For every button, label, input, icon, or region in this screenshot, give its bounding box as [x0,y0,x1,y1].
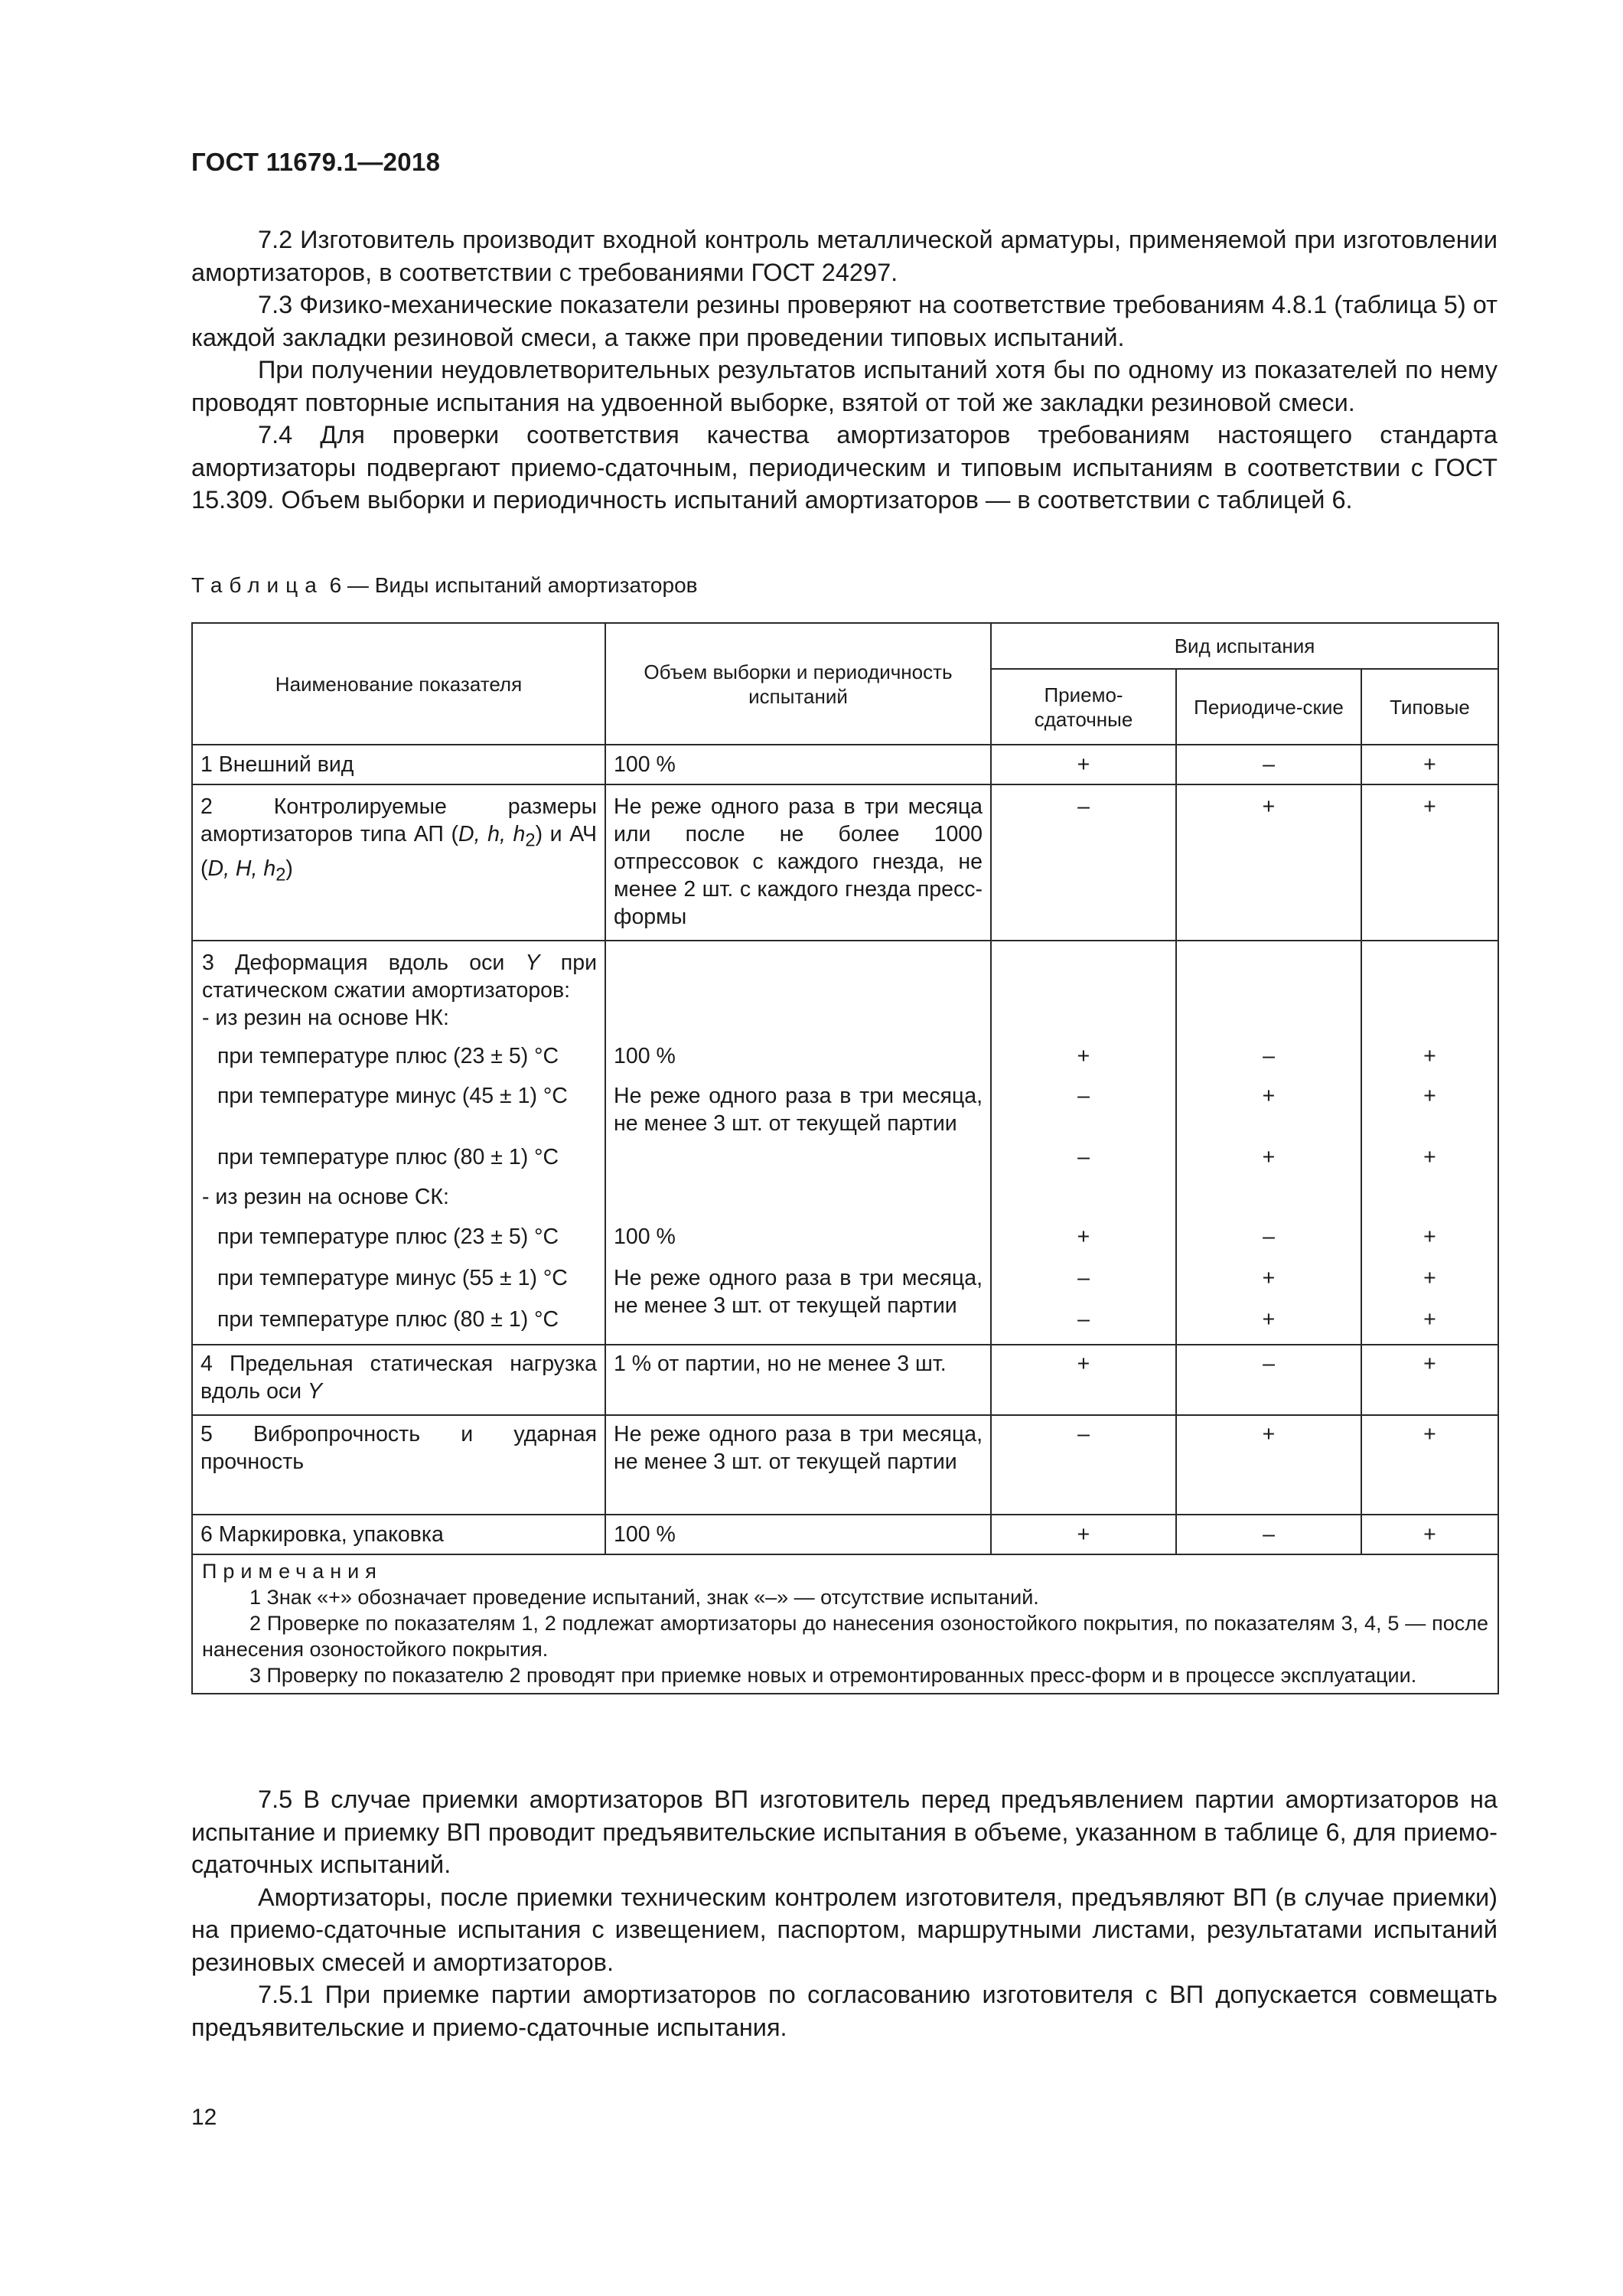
table-caption [191,573,698,598]
header-acceptance: Приемо-сдаточные [991,669,1176,745]
row1-periodic: – [1176,745,1361,784]
header-periodic: Периодиче-ские [1176,669,1361,745]
row5-acceptance: – [991,1415,1176,1515]
row5-periodic: + [1176,1415,1361,1515]
table-caption-number: 6 [329,573,342,597]
row2-type: + [1361,784,1498,941]
row1-type: + [1361,745,1498,784]
row3-sk-t2: при температуре минус (55 ± 1) °С [217,1266,568,1290]
row3-sk-label: - из резин на основе СК: [202,1185,449,1209]
row5-type: + [1361,1415,1498,1515]
page-number: 12 [191,2105,217,2130]
table-row [192,1515,1498,1554]
paragraph-presentation: Амортизаторы, после приемки техническим контролем изготовителя, предъявляют ВП (в случае приемки) на приемо-сдаточные испытания с извещением, паспортом, маршрутными листами, результатами испытаний резиновых смесей и амортизаторов. [191,1883,1498,1976]
top-text-block [191,223,1498,517]
table-row [192,1345,1498,1415]
standard-title: ГОСТ 11679.1—2018 [191,148,441,176]
row2-volume: Не реже одного раза в три месяца или после не более 1000 отпрессовок с каждого гнезда, не менее 2 шт. с каждого гнезда пресс-формы [605,784,991,941]
row2-name: 2 Контролируемые размеры амортизаторов типа АП (D, h, $h_2$) и АЧ (D, H, $h_2$) [192,784,605,941]
paragraph-7-4: 7.4 Для проверки соответствия качества амортизаторов требованиям настоящего стандарта амортизаторы подвергают приемо-сдаточным, периодическим и типовым испытаниям в соответствии с ГОСТ 15.309. Объем выборки и периодичность испытаний амортизаторов — в соответствии с таблицей 6. [191,421,1498,514]
bottom-text-block [191,1783,1498,2043]
row1-acceptance: + [991,745,1176,784]
row3-name [192,941,605,1345]
row3-sk-t1: при температуре плюс (23 ± 5) °С [217,1225,559,1249]
paragraph-7-5-1: 7.5.1 При приемке партии амортизаторов по согласованию изготовителя с ВП допускается совмещать предъявительские и приемо-сдаточные испытания. [191,1981,1498,2041]
row3-nk-v2: Не реже одного раза в три месяца, не менее 3 шт. от текущей партии [614,1084,983,1136]
row4-type: + [1361,1345,1498,1415]
row6-acceptance: + [991,1515,1176,1554]
row1-volume: 100 % [605,745,991,784]
row4-periodic: – [1176,1345,1361,1415]
row4-acceptance: + [991,1345,1176,1415]
row3-sk-v2: Не реже одного раза в три месяца, не менее 3 шт. от текущей партии [614,1266,983,1318]
table-caption-label: Таблица [191,573,324,597]
header-name: Наименование показателя [192,623,605,745]
paragraph-7-2: 7.2 Изготовитель производит входной контроль металлической арматуры, применяемой при изготовлении амортизаторов, в соответствии с требованиями ГОСТ 24297. [191,226,1498,286]
row3-acceptance: + – – + – – [991,941,1176,1345]
tests-table [191,622,1499,1694]
header-kind: Вид испытания [991,623,1498,669]
row3-title: 3 Деформация вдоль оси Y при статическом сжатии амортизаторов: [202,951,597,1003]
row4-volume: 1 % от партии, но не менее 3 шт. [605,1345,991,1415]
note-2: 2 Проверке по показателям 1, 2 подлежат амортизаторы до нанесения озоностойкого покрытия, по показателям 3, 4, 5 — после нанесения озоностойкого покрытия. [202,1612,1488,1661]
row6-periodic: – [1176,1515,1361,1554]
row3-nk-t3: при температуре плюс (80 ± 1) °С [217,1145,559,1169]
row3-nk-t2: при температуре минус (45 ± 1) °С [217,1084,568,1108]
row3-nk-t1: при температуре плюс (23 ± 5) °С [217,1044,559,1068]
row3-nk-label: - из резин на основе НК: [202,1006,449,1030]
table-row-3 [192,941,1498,1345]
row1-name: 1 Внешний вид [192,745,605,784]
paragraph-7-3: 7.3 Физико-механические показатели резины проверяют на соответствие требованиям 4.8.1 (таблица 5) от каждой закладки резиновой смеси, а также при проведении типовых испытаний. [191,291,1498,351]
row5-volume: Не реже одного раза в три месяца, не менее 3 шт. от текущей партии [605,1415,991,1515]
table-row [192,1415,1498,1515]
note-3: 3 Проверку по показателю 2 проводят при приемке новых и отремонтированных пресс-форм и в процессе эксплуатации. [249,1664,1417,1687]
row3-volume [605,941,991,1345]
row6-name: 6 Маркировка, упаковка [192,1515,605,1554]
row3-type: + + + + + + [1361,941,1498,1345]
paragraph-repeat-tests: При получении неудовлетворительных результатов испытаний хотя бы по одному из показателей по нему проводят повторные испытания на удвоенной выборке, взятой от той же закладки резиновой смеси. [191,356,1498,416]
row6-type: + [1361,1515,1498,1554]
table-notes [192,1554,1498,1694]
notes-label: Примечания [202,1560,383,1583]
row3-sk-t3: при температуре плюс (80 ± 1) °С [217,1307,559,1332]
row2-periodic: + [1176,784,1361,941]
row3-periodic: – + + – + + [1176,941,1361,1345]
table-row [192,784,1498,941]
row5-name: 5 Вибропрочность и ударная прочность [192,1415,605,1515]
notes-row [192,1554,1498,1694]
row4-name: 4 Предельная статическая нагрузка вдоль оси Y [192,1345,605,1415]
header-volume: Объем выборки и периодичность испытаний [605,623,991,745]
row2-acceptance: – [991,784,1176,941]
table-row [192,745,1498,784]
paragraph-7-5: 7.5 В случае приемки амортизаторов ВП изготовитель перед предъявлением партии амортизаторов на испытание и приемку ВП проводит предъявительские испытания в объеме, указанном в таблице 6, для приемо-сдаточных испытаний. [191,1786,1498,1878]
row3-nk-v1: 100 % [614,1044,676,1068]
table-caption-title: — Виды испытаний амортизаторов [341,573,698,597]
note-1: 1 Знак «+» обозначает проведение испытаний, знак «–» — отсутствие испытаний. [249,1586,1039,1609]
row6-volume: 100 % [605,1515,991,1554]
row3-sk-v1: 100 % [614,1225,676,1249]
header-type: Типовые [1361,669,1498,745]
